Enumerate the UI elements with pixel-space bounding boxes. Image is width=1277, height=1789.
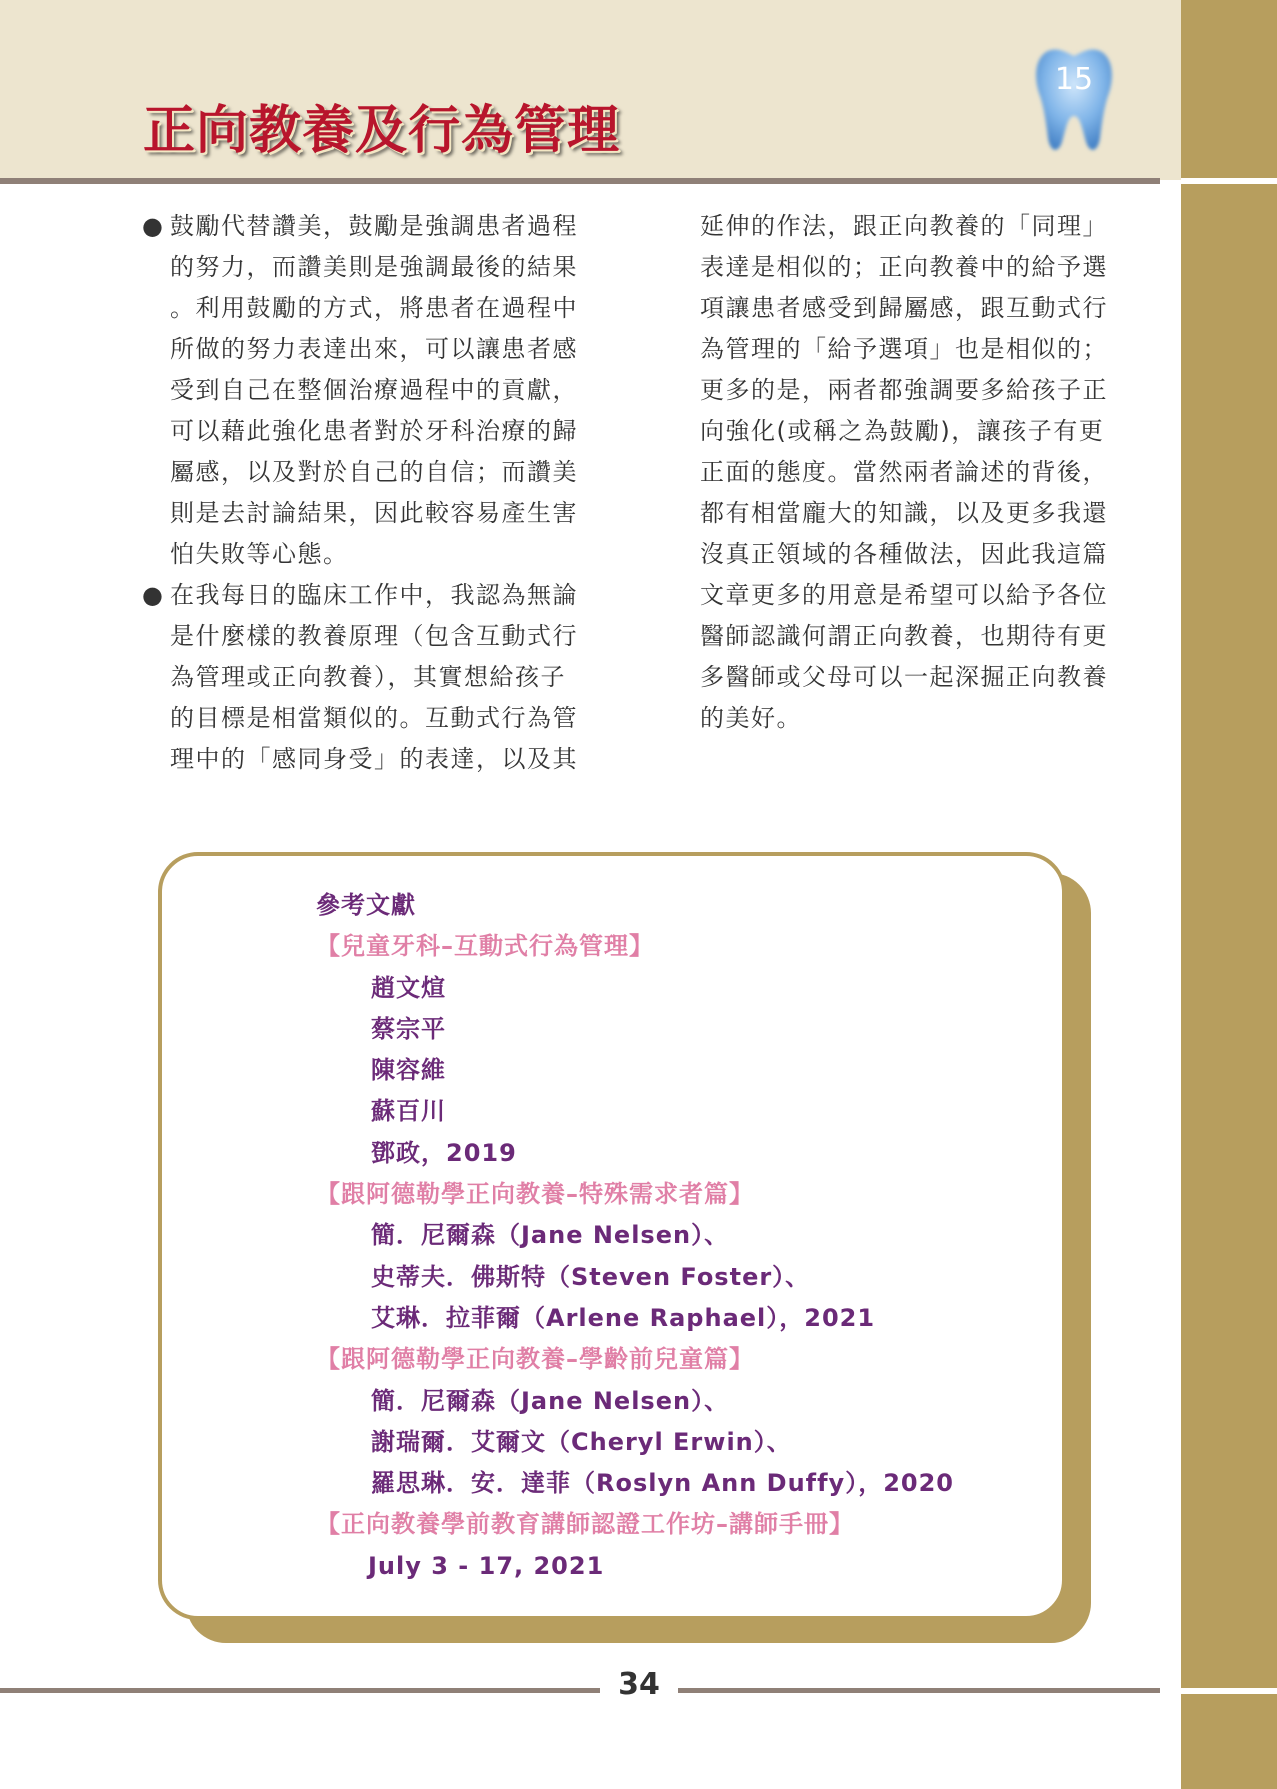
side-bar-notch-top xyxy=(1181,178,1277,184)
references-heading: 參考文獻 xyxy=(316,891,416,919)
bullet-text xyxy=(170,206,612,575)
text-line: 為管理或正向教養），其實想給孩子 xyxy=(170,663,566,691)
text-line: 為管理的「給予選項」也是相似的； xyxy=(700,335,1108,363)
reference-book-title: 【跟阿德勒學正向教養–學齡前兒童篇】 xyxy=(316,1345,754,1374)
text-line: 怕失敗等心態。 xyxy=(170,540,349,568)
bullet-icon: ● xyxy=(142,212,165,240)
text-line: 理中的「感同身受」的表達，以及其 xyxy=(170,745,578,773)
text-line: 在我每日的臨床工作中，我認為無論 xyxy=(170,581,578,609)
reference-book-title: 【正向教養學前教育講師認證工作坊–講師手冊】 xyxy=(316,1510,854,1539)
reference-author: 陳容維 xyxy=(371,1056,446,1085)
chapter-number: 15 xyxy=(1054,62,1094,97)
page-number: 34 xyxy=(618,1667,660,1702)
footer-rule-left xyxy=(0,1688,600,1693)
text-line: 更多的是，兩者都強調要多給孩子正 xyxy=(700,376,1108,404)
text-line: 受到自己在整個治療過程中的貢獻， xyxy=(170,376,578,404)
reference-author: 艾琳．拉菲爾（Arlene Raphael），2021 xyxy=(371,1303,876,1332)
bullet-item-encouragement xyxy=(142,206,612,575)
reference-author: 羅思琳．安．達菲（Roslyn Ann Duffy），2020 xyxy=(371,1469,954,1498)
reference-book-title: 【兒童牙科–互動式行為管理】 xyxy=(316,932,654,961)
reference-author: 蘇百川 xyxy=(371,1097,446,1126)
reference-author: 鄧政，2019 xyxy=(371,1138,517,1167)
text-line: 。利用鼓勵的方式，將患者在過程中 xyxy=(170,294,578,322)
reference-date: July 3 - 17, 2021 xyxy=(368,1551,605,1580)
side-bar-notch-bottom xyxy=(1181,1688,1277,1694)
text-line: 表達是相似的；正向教養中的給予選 xyxy=(700,253,1108,281)
reference-author: 史蒂夫．佛斯特（Steven Foster）、 xyxy=(371,1262,811,1291)
text-line: 沒真正領域的各種做法，因此我這篇 xyxy=(700,540,1108,568)
reference-author: 蔡宗平 xyxy=(371,1014,446,1043)
header-divider xyxy=(0,178,1160,184)
text-line: 鼓勵代替讚美，鼓勵是強調患者過程 xyxy=(170,212,578,240)
text-line: 所做的努力表達出來，可以讓患者感 xyxy=(170,335,578,363)
text-line: 的努力，而讚美則是強調最後的結果 xyxy=(170,253,578,281)
text-line: 正面的態度。當然兩者論述的背後， xyxy=(700,458,1108,486)
text-line: 是什麼樣的教養原理（包含互動式行 xyxy=(170,622,578,650)
footer-rule-right xyxy=(678,1688,1160,1693)
text-line: 的目標是相當類似的。互動式行為管 xyxy=(170,704,578,732)
text-line: 可以藉此強化患者對於牙科治療的歸 xyxy=(170,417,578,445)
reference-author: 簡．尼爾森（Jane Nelsen）、 xyxy=(371,1221,730,1250)
bullet-icon: ● xyxy=(142,581,165,609)
text-line: 文章更多的用意是希望可以給予各位 xyxy=(700,581,1108,609)
reference-author: 趙文煊 xyxy=(371,973,446,1002)
text-line: 則是去討論結果，因此較容易產生害 xyxy=(170,499,578,527)
bullet-item-clinical xyxy=(142,575,612,780)
reference-author: 簡．尼爾森（Jane Nelsen）、 xyxy=(371,1386,730,1415)
text-line: 項讓患者感受到歸屬感，跟互動式行 xyxy=(700,294,1108,322)
text-line: 延伸的作法，跟正向教養的「同理」 xyxy=(700,212,1108,240)
text-line: 都有相當龐大的知識，以及更多我還 xyxy=(700,499,1108,527)
right-column xyxy=(700,206,1140,739)
reference-book-title: 【跟阿德勒學正向教養–特殊需求者篇】 xyxy=(316,1180,754,1209)
page-title: 正向教養及行為管理 xyxy=(143,100,621,161)
side-bar xyxy=(1181,0,1277,1789)
reference-author: 謝瑞爾．艾爾文（Cheryl Erwin）、 xyxy=(371,1427,792,1456)
text-line: 醫師認識何謂正向教養，也期待有更 xyxy=(700,622,1108,650)
text-line: 向強化(或稱之為鼓勵)，讓孩子有更 xyxy=(700,417,1105,445)
left-column xyxy=(142,206,612,780)
bullet-text xyxy=(170,575,612,780)
references-list xyxy=(316,885,1056,1587)
text-line: 的美好。 xyxy=(700,704,802,732)
text-line: 多醫師或父母可以一起深掘正向教養 xyxy=(700,663,1108,691)
text-line: 屬感，以及對於自己的自信；而讚美 xyxy=(170,458,578,486)
